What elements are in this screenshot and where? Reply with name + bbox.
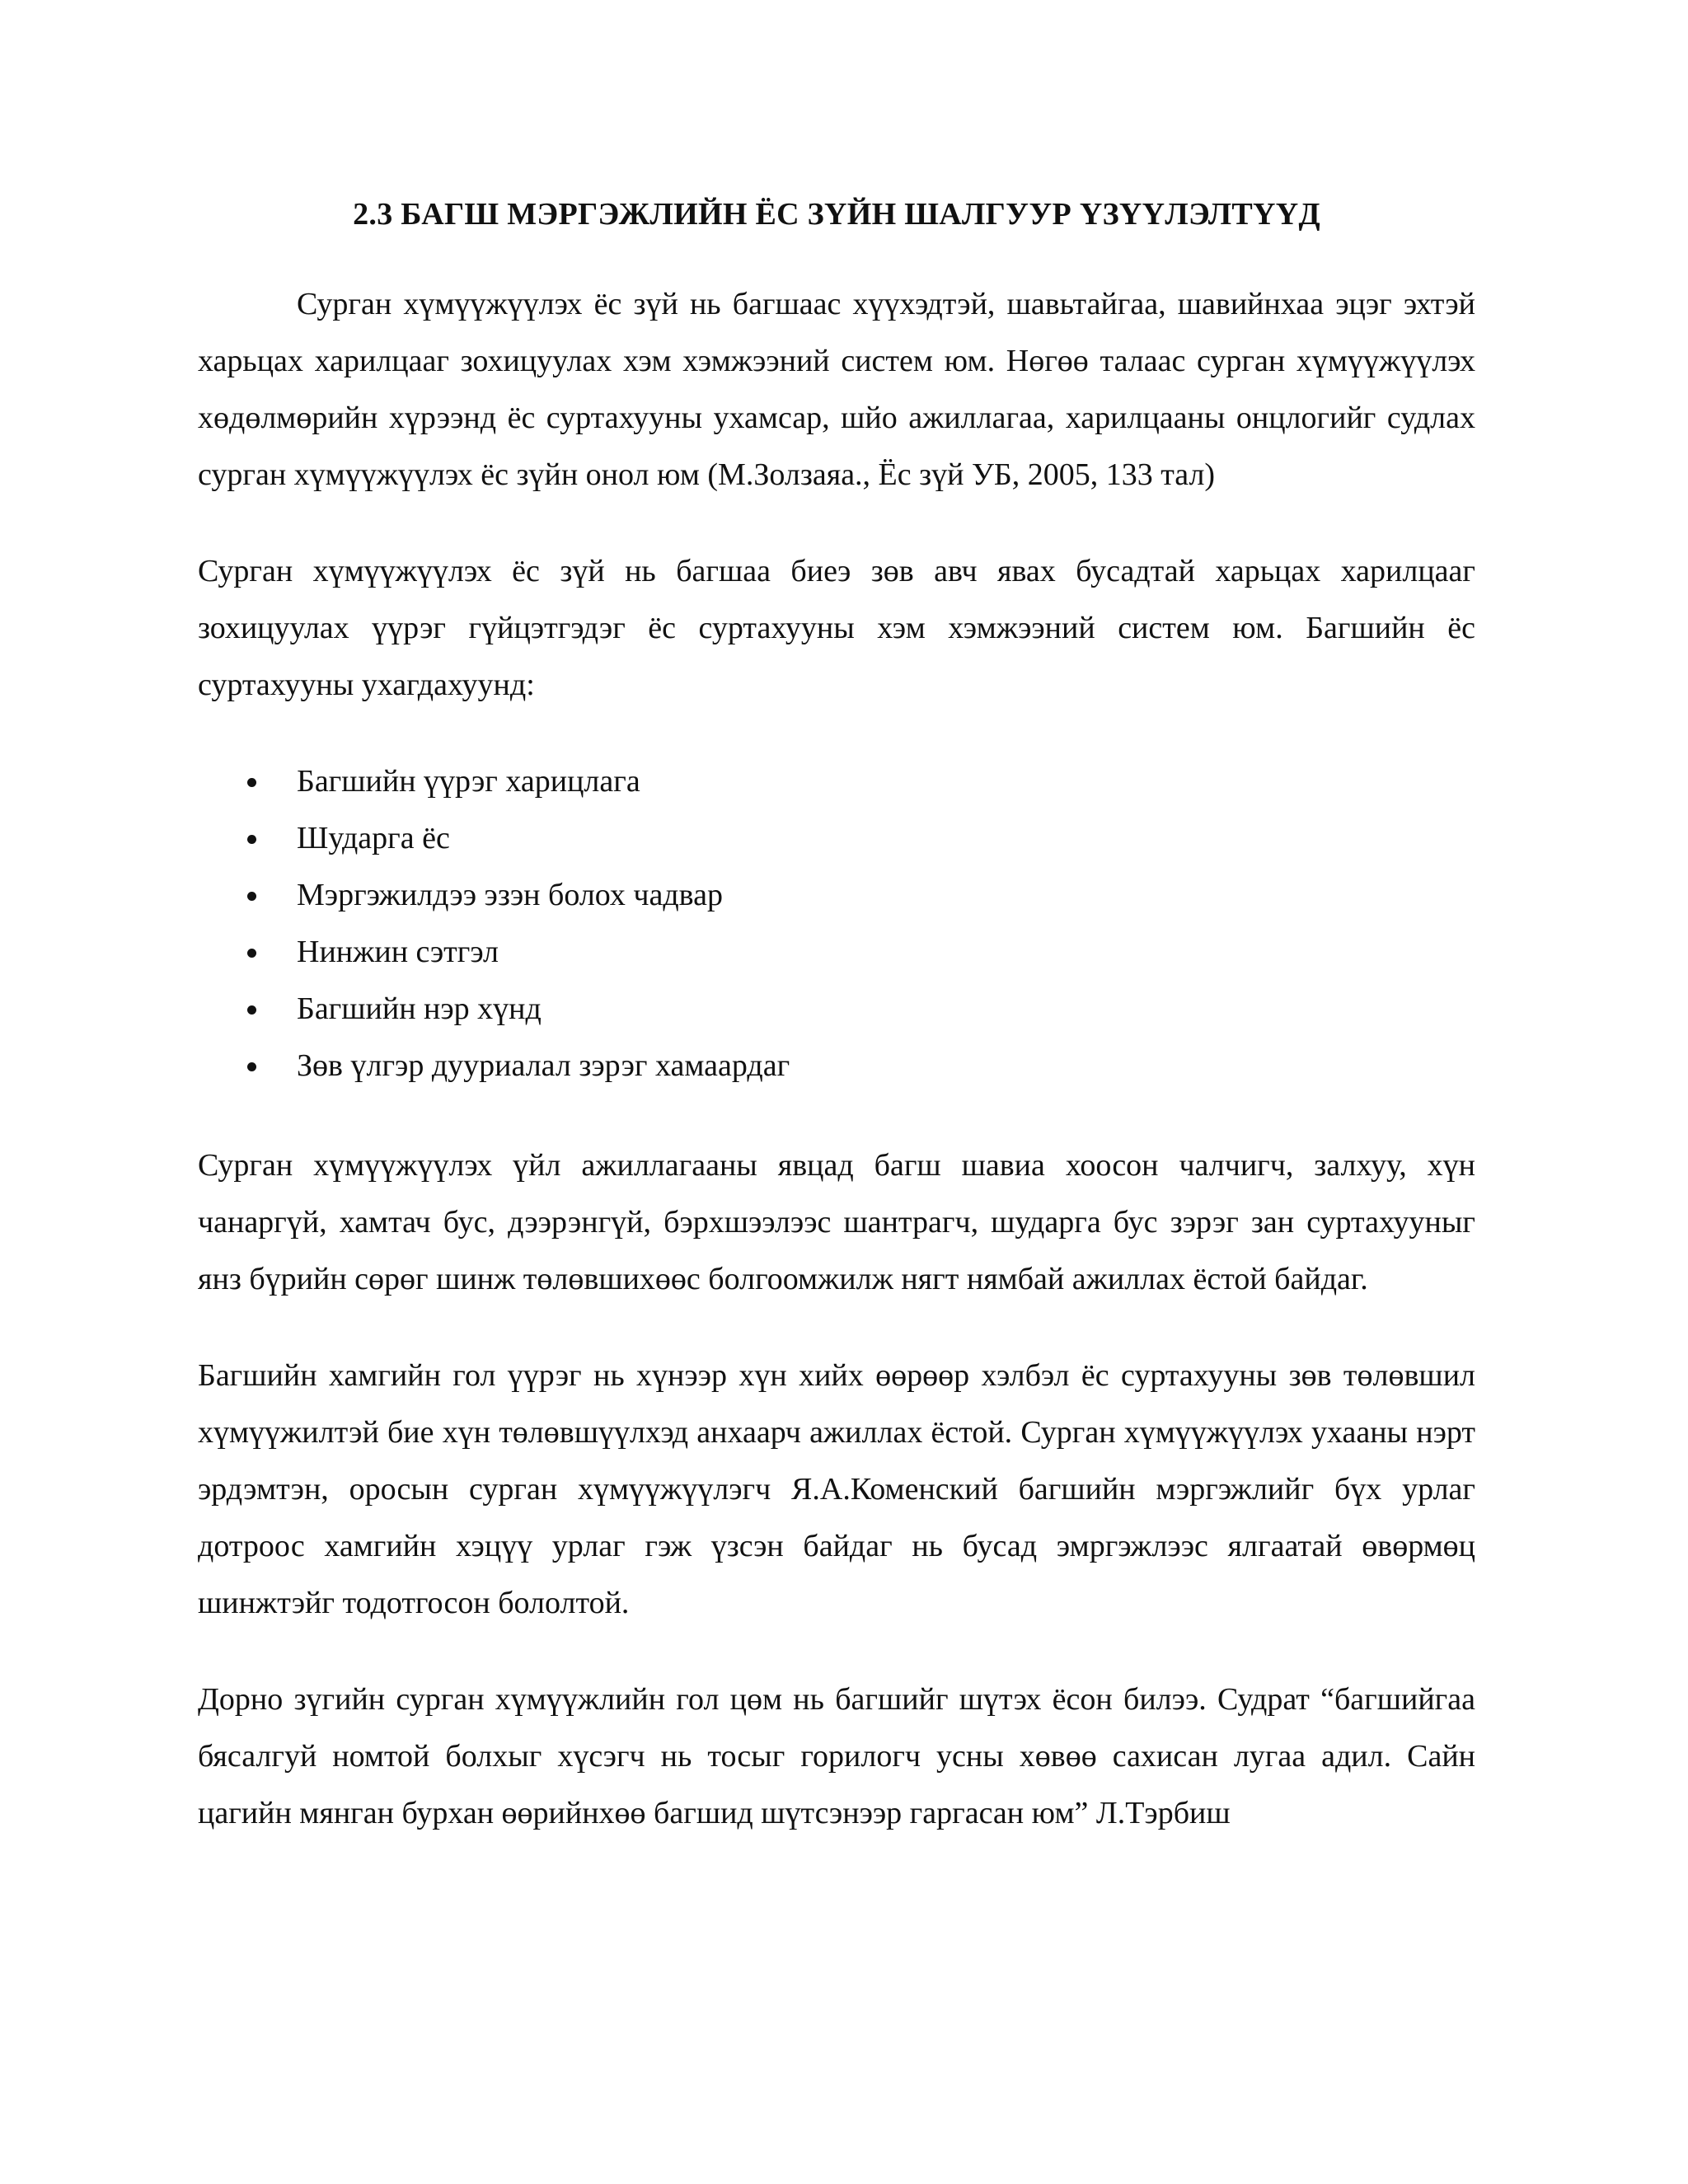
bullet-icon [247, 1062, 256, 1071]
list-item-text: Нинжин сэтгэл [297, 935, 499, 969]
paragraph-1: Сурган хүмүүжүүлэх ёс зүй нь багшаас хүүхэдтэй, шавьтайгаа, шавийнхаа эцэг эхтэй харьцах харилцааг зохицуулах хэм хэмжээний систем юм. Нөгөө талаас сурган хүмүүжүүлэх хөдөлмөрийн хүрээнд ёс суртахууны ухамсар, шйо ажиллагаа, харилцааны онцлогийг судлах сурган хүмүүжүүлэх ёс зүйн онол юм (М.Золзаяа., Ёс зүй УБ, 2005, 133 тал) [198, 287, 1475, 492]
bullet-list [198, 753, 1475, 1094]
bullet-icon [247, 892, 256, 901]
bullet-icon [247, 949, 256, 958]
paragraph-2: Сурган хүмүүжүүлэх ёс зүй нь багшаа биеэ зөв авч явах бусадтай харьцах харилцааг зохицуулах үүрэг гүйцэтгэдэг ёс суртахууны хэм хэмжээний систем юм. Багшийн ёс суртахууны ухагдахуунд: [198, 554, 1475, 702]
list-item-text: Багшийн нэр хүнд [297, 991, 542, 1026]
paragraph-4: Багшийн хамгийн гол үүрэг нь хүнээр хүн хийх өөрөөр хэлбэл ёс суртахууны зөв төлөвшил хүмүүжилтэй бие хүн төлөвшүүлхэд анхаарч ажиллах ёстой. Сурган хүмүүжүүлэх ухааны нэрт эрдэмтэн, оросын сурган хүмүүжүүлэгч Я.А.Коменский багшийн мэргэжлийг бүх урлаг дотроос хамгийн хэцүү урлаг гэж үзсэн байдаг нь бусад эмргэжлээс ялгаатай өвөрмөц шинжтэйг тодотгосон бололтой. [198, 1358, 1475, 1620]
list-item [198, 867, 1475, 924]
list-item-text: Мэргэжилдээ эзэн болох чадвар [297, 878, 723, 912]
list-item [198, 924, 1475, 981]
list-item [198, 753, 1475, 810]
bullet-icon [247, 1005, 256, 1015]
paragraph-5: Дорно зүгийн сурган хүмүүжлийн гол цөм нь багшийг шүтэх ёсон билээ. Судрат “багшийгаа бясалгуй номтой болхыг хүсэгч нь тосыг горилогч усны хөвөө сахисан лугаа адил. Сайн цагийн мянган бурхан өөрийнхөө багшид шүтсэнээр гаргасан юм” Л.Тэрбиш [198, 1682, 1475, 1830]
bullet-icon [247, 778, 256, 787]
list-item-text: Багшийн үүрэг харицлага [297, 764, 640, 799]
document-body [198, 194, 1475, 1882]
list-item-text: Шударга ёс [297, 821, 450, 855]
list-item [198, 810, 1475, 867]
paragraph-3: Сурган хүмүүжүүлэх үйл ажиллагааны явцад багш шавиа хоосон чалчигч, залхуу, хүн чанаргүй, хамтач бус, дээрэнгүй, бэрхшээлээс шантрагч, шударга бус зэрэг зан суртахууныг янз бүрийн сөрөг шинж төлөвшихөөс болгоомжилж нягт нямбай ажиллах ёстой байдаг. [198, 1148, 1475, 1296]
list-item [198, 981, 1475, 1038]
bullet-icon [247, 835, 256, 844]
list-item [198, 1038, 1475, 1094]
section-heading: 2.3 БАГШ МЭРГЭЖЛИЙН ЁС ЗҮЙН ШАЛГУУР ҮЗҮҮЛЭЛТҮҮД [353, 197, 1320, 232]
list-item-text: Зөв үлгэр дууриалал зэрэг хамаардаг [297, 1048, 790, 1083]
